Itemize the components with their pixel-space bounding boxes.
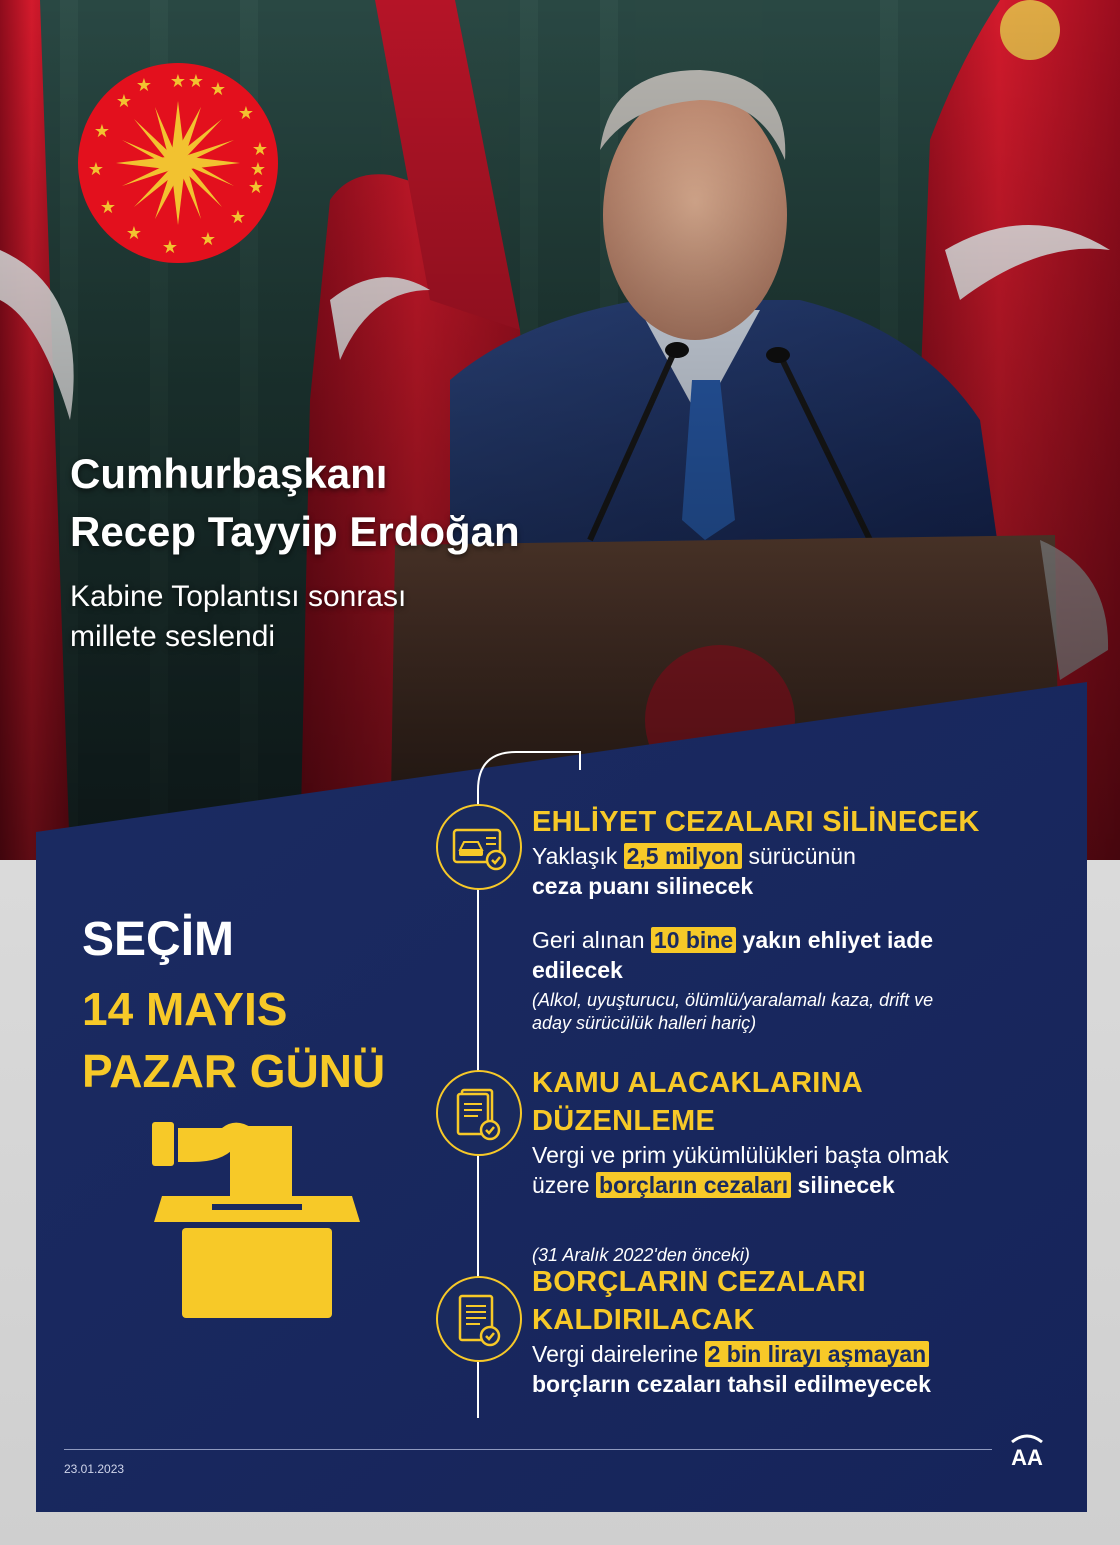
svg-text:★: ★ [169,71,187,92]
footer-date: 23.01.2023 [64,1462,125,1476]
election-date-line1: 14 MAYIS [82,983,288,1035]
license-highlight-drivers: 2,5 milyon [624,843,742,869]
aa-logo-icon [1004,1434,1050,1468]
election-label: SEÇİM [82,913,235,966]
license-text-1 [532,841,1072,871]
document-approved-icon [436,1276,522,1362]
svg-text:★: ★ [135,75,153,96]
svg-text:★: ★ [199,229,217,250]
license-text-1-before: Yaklaşık [532,843,624,869]
debt-title-line2: KALDIRILACAK [532,1304,755,1336]
license-text-1-after: sürücünün [742,843,856,869]
receivables-highlight: borçların cezaları [596,1172,791,1198]
svg-text:★: ★ [125,223,143,244]
debt-text-line2: borçların cezaları tahsil edilmeyecek [532,1371,931,1397]
license-icon [436,804,522,890]
headline-title-line1: Cumhurbaşkanı [70,450,388,497]
svg-text:★: ★ [187,71,205,92]
aa-logo-text: AA [1011,1445,1043,1468]
license-text-2-before: Geri alınan [532,927,651,953]
ballot-box-icon [152,1118,362,1323]
svg-text:★: ★ [93,121,111,142]
svg-text:★: ★ [237,103,255,124]
license-text-2 [532,925,1072,955]
license-note-line2: aday sürücülük halleri hariç) [532,1013,757,1033]
receivables-title-line2: DÜZENLEME [532,1105,716,1137]
section-public-receivables [532,1064,1072,1267]
svg-text:★: ★ [251,139,269,160]
footer-divider [64,1449,992,1450]
svg-text:★: ★ [209,79,227,100]
license-exception-note [532,989,1072,1035]
headline-subtitle-line1: Kabine Toplantısı sonrası [70,580,407,613]
headline-subtitle-line2: millete seslendi [70,620,276,653]
svg-text:★: ★ [99,197,117,218]
svg-text:★: ★ [115,91,133,112]
license-note-line1: (Alkol, uyuşturucu, ölümlü/yaralamalı kaza, drift ve [532,990,934,1010]
debt-line1-before: Vergi dairelerine [532,1341,705,1367]
svg-text:★: ★ [249,159,267,180]
svg-text:★: ★ [161,237,179,258]
svg-text:★: ★ [229,207,247,228]
license-text-1-line2: ceza puanı silinecek [532,873,754,899]
license-text-2-line2: edilecek [532,957,623,983]
receivables-line2-after: silinecek [791,1172,895,1198]
headline-title-line2: Recep Tayyip Erdoğan [70,508,520,555]
section-debt-penalties [532,1263,1072,1399]
debt-text-line1 [532,1339,1072,1369]
election-info [70,910,450,1102]
license-section-title: EHLİYET CEZALARI SİLİNECEK [532,806,980,838]
section-license-penalties [532,803,1072,1035]
debt-title-line1: BORÇLARIN CEZALARI [532,1266,867,1298]
license-text-2-after: yakın ehliyet iade [736,927,934,953]
election-date-line2: PAZAR GÜNÜ [82,1045,386,1097]
receivables-text-line2 [532,1170,1072,1200]
receivables-date-note: (31 Aralık 2022'den önceki) [532,1245,750,1265]
receivables-title-line1: KAMU ALACAKLARINA [532,1067,864,1099]
receivables-line2-before: üzere [532,1172,596,1198]
license-highlight-licenses: 10 bine [651,927,736,953]
svg-text:★: ★ [247,177,265,198]
svg-text:★: ★ [87,159,105,180]
receivables-text-line1: Vergi ve prim yükümlülükleri başta olmak [532,1142,949,1168]
debt-highlight-amount: 2 bin lirayı aşmayan [705,1341,930,1367]
